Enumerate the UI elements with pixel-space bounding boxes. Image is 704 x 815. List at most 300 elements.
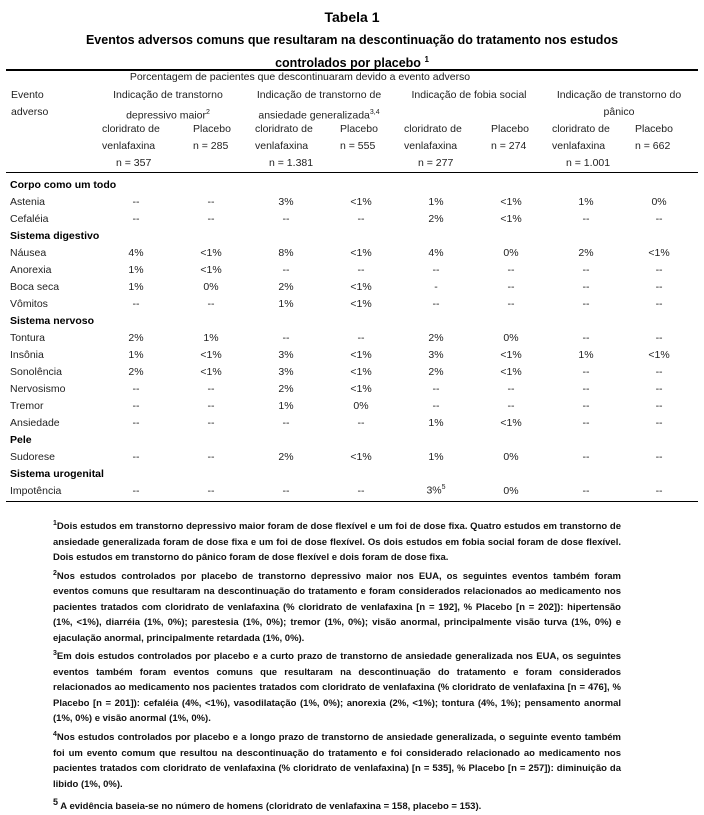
value-cell (546, 261, 626, 278)
event-name: Tremor (10, 399, 44, 412)
value-text: -- (507, 280, 515, 293)
table-bottom-rule (6, 501, 698, 502)
value-cell (326, 295, 396, 312)
value-cell (246, 448, 326, 465)
value-cell (626, 346, 692, 363)
value-cell (96, 261, 176, 278)
footnote-marker: 3 (53, 650, 57, 658)
value-text: -- (655, 280, 663, 293)
value-text: -- (282, 263, 290, 276)
value-text: -- (132, 382, 140, 395)
subtitle-line-1: Eventos adversos comuns que resultaram na descontinuação do tratamento nos estudos (85, 33, 619, 47)
indication-line-1: Indicação de transtorno do (556, 89, 682, 101)
section-row (10, 227, 692, 244)
value-text: -- (207, 399, 215, 412)
value-cell (476, 363, 546, 380)
value-cell (326, 278, 396, 295)
value-text: 3% (426, 484, 442, 497)
value-cell (96, 346, 176, 363)
value-text: -- (582, 382, 590, 395)
value-text: 4% (428, 246, 444, 259)
value-text: -- (357, 416, 365, 429)
value-text: <1% (500, 365, 522, 378)
value-cell (326, 261, 396, 278)
value-text: 0% (503, 450, 519, 463)
event-name: Astenia (10, 195, 46, 208)
value-text: 1% (203, 331, 219, 344)
event-name: Anorexia (10, 263, 52, 276)
value-text: -- (132, 195, 140, 208)
indication-header-social-phobia (394, 87, 544, 104)
table-row (10, 346, 692, 363)
value-cell (396, 329, 476, 346)
value-cell (546, 380, 626, 397)
value-text: -- (582, 331, 590, 344)
event-name: Sudorese (10, 450, 55, 463)
indication-line-2: depressivo maior (126, 109, 207, 122)
value-text: <1% (500, 348, 522, 361)
event-name: Sonolência (10, 365, 62, 378)
value-cell (176, 363, 246, 380)
footnote-text: Em dois estudos controlados por placebo e a curto prazo de transtorno de ansiedade generalizada nos EUA, os seguintes eventos também foram eventos comuns que resultaram na descontinuação do tratamento e foram considerados relacionados ao medicamento nos pacientes tratados com cloridrato de venlafaxina (% cloridrato de venlafaxina [n = 476], % Placebo [n = 201]): cefaléia (4%, <1%), vasodilatação (1%, 0%); anorexia (2%, <1%); tontura (4%, 1%); pensamento anormal (1%, 0%) e visão anormal (1%, 0%). (53, 651, 621, 725)
value-text: <1% (200, 348, 222, 361)
value-cell (326, 346, 396, 363)
value-cell (246, 380, 326, 397)
table-row (10, 193, 692, 210)
value-cell (176, 346, 246, 363)
value-cell (546, 397, 626, 414)
value-text: 0% (353, 399, 369, 412)
value-text: 1% (128, 263, 144, 276)
value-text: - (434, 280, 438, 293)
table-row (10, 482, 692, 499)
value-cell (396, 346, 476, 363)
value-cell (176, 380, 246, 397)
value-text: -- (582, 297, 590, 310)
value-text: 2% (278, 382, 294, 395)
value-cell (326, 329, 396, 346)
value-cell (626, 363, 692, 380)
value-cell (96, 380, 176, 397)
footnote-3 (53, 646, 621, 727)
value-cell (326, 193, 396, 210)
table-row (10, 380, 692, 397)
section-row (10, 431, 692, 448)
value-cell (246, 482, 326, 499)
value-cell (326, 414, 396, 431)
footnote-text: Nos estudos controlados por placebo de transtorno depressivo maior nos EUA, os seguintes eventos também foram eventos comuns que resultaram na descontinuação do tratamento e foram considerados relacionados ao medicamento nos pacientes tratados com cloridrato de venlafaxina (% cloridrato de venlafaxina [n = 192], % Placebo [n = 202]): hipertensão (1%, <1%), diarréia (1%, 0%); parestesia (1%, 0%); tremor (1%, 0%); visão anormal, principalmente visão turva (1%, 0%) e ejaculação anormal, principalmente retardada (1%, 0%). (53, 570, 621, 644)
value-cell (476, 397, 546, 414)
event-name: Ansiedade (10, 416, 60, 429)
value-cell (396, 193, 476, 210)
indication-header-panic (544, 87, 694, 121)
value-cell (476, 261, 546, 278)
table-subtitle (40, 31, 664, 73)
value-text: 2% (578, 246, 594, 259)
value-text: 3% (278, 195, 294, 208)
drug-label: venlafaxina (255, 140, 309, 152)
value-text: <1% (200, 263, 222, 276)
value-cell (626, 278, 692, 295)
value-cell (326, 380, 396, 397)
value-text: 2% (428, 365, 444, 378)
value-cell (96, 210, 176, 227)
value-text: -- (132, 212, 140, 225)
value-cell (626, 193, 692, 210)
value-cell (176, 295, 246, 312)
value-cell (546, 363, 626, 380)
value-cell (246, 244, 326, 261)
value-text: <1% (500, 195, 522, 208)
footnote-1 (53, 516, 621, 566)
value-cell (96, 278, 176, 295)
value-cell (476, 414, 546, 431)
value-cell (476, 380, 546, 397)
section-heading: Pele (10, 433, 32, 446)
value-cell (626, 244, 692, 261)
indication-line-1: Indicação de transtorno (113, 89, 223, 101)
value-cell (246, 397, 326, 414)
value-text: -- (432, 263, 440, 276)
value-cell (476, 295, 546, 312)
value-text: <1% (350, 348, 372, 361)
value-text: 1% (428, 195, 444, 208)
value-cell (626, 261, 692, 278)
header-bottom-rule (6, 172, 698, 173)
drug-label: cloridrato de (255, 123, 313, 135)
value-cell (96, 397, 176, 414)
value-cell (626, 380, 692, 397)
value-cell (396, 482, 476, 499)
value-text: <1% (350, 297, 372, 310)
value-cell (176, 210, 246, 227)
section-heading: Corpo como um todo (10, 178, 117, 191)
value-cell (546, 244, 626, 261)
value-text: -- (655, 484, 663, 497)
value-cell (246, 363, 326, 380)
value-cell (546, 448, 626, 465)
section-row (10, 465, 692, 482)
value-text: -- (207, 484, 215, 497)
event-name: Vômitos (10, 297, 48, 310)
table-row (10, 363, 692, 380)
table-row (10, 397, 692, 414)
value-text: -- (582, 280, 590, 293)
value-cell (396, 278, 476, 295)
footnote-text: A evidência baseia-se no número de homens (cloridrato de venlafaxina = 158, placebo = 153). (58, 801, 482, 813)
placebo-count: n = 662 (635, 140, 671, 152)
value-cell (176, 414, 246, 431)
value-cell (326, 210, 396, 227)
value-cell (326, 244, 396, 261)
footnote-ref: 5 (441, 484, 446, 492)
value-cell (396, 414, 476, 431)
value-cell (396, 380, 476, 397)
value-cell (396, 363, 476, 380)
value-text: -- (432, 382, 440, 395)
event-header (11, 87, 48, 121)
value-text: 1% (278, 399, 294, 412)
value-cell (546, 295, 626, 312)
placebo-header-4 (635, 121, 673, 155)
value-text: -- (655, 450, 663, 463)
value-cell (626, 295, 692, 312)
indication-line-2: pânico (603, 106, 635, 118)
value-cell (96, 244, 176, 261)
value-cell (476, 346, 546, 363)
indication-footnote-ref: 3,4 (369, 109, 380, 116)
value-text: 4% (128, 246, 144, 259)
value-cell (626, 482, 692, 499)
indication-header-depression (92, 87, 244, 125)
value-text: 1% (578, 348, 594, 361)
value-text: -- (207, 450, 215, 463)
indication-line-2: ansiedade generalizada (258, 109, 370, 122)
footnote-2 (53, 566, 621, 647)
event-name: Cefaléia (10, 212, 49, 225)
value-cell (546, 278, 626, 295)
value-cell (96, 329, 176, 346)
drug-label: venlafaxina (552, 140, 606, 152)
value-text: -- (357, 212, 365, 225)
value-text: -- (582, 450, 590, 463)
value-text: 2% (428, 212, 444, 225)
value-cell (546, 193, 626, 210)
drug-label: cloridrato de (552, 123, 610, 135)
section-heading: Sistema urogenital (10, 467, 104, 480)
value-cell (476, 448, 546, 465)
indication-line-1: Indicação de transtorno de (256, 89, 382, 101)
value-text: -- (582, 365, 590, 378)
value-text: -- (207, 212, 215, 225)
section-row (10, 312, 692, 329)
value-text: -- (282, 484, 290, 497)
value-text: -- (655, 331, 663, 344)
value-text: -- (655, 263, 663, 276)
value-text: 1% (578, 195, 594, 208)
drug-label: cloridrato de (102, 123, 160, 135)
placebo-count: n = 274 (491, 140, 527, 152)
value-cell (96, 363, 176, 380)
value-cell (96, 448, 176, 465)
value-cell (326, 363, 396, 380)
value-cell (176, 482, 246, 499)
drug-count: n = 357 (116, 157, 152, 169)
value-cell (96, 482, 176, 499)
table-row (10, 244, 692, 261)
section-heading: Sistema digestivo (10, 229, 100, 242)
indication-header-anxiety (244, 87, 394, 125)
event-name: Nervosismo (10, 382, 66, 395)
event-name: Insônia (10, 348, 44, 361)
value-cell (176, 448, 246, 465)
value-text: -- (655, 399, 663, 412)
drug-label: venlafaxina (102, 140, 156, 152)
table-title: Tabela 1 (324, 9, 380, 25)
value-text: <1% (648, 348, 670, 361)
value-cell (246, 414, 326, 431)
drug-label: venlafaxina (404, 140, 458, 152)
value-cell (476, 329, 546, 346)
value-cell (326, 397, 396, 414)
footnote-marker: 1 (53, 520, 57, 527)
drug-count: n = 277 (418, 157, 454, 169)
value-cell (396, 295, 476, 312)
drug-header-2 (255, 121, 313, 172)
value-cell (246, 210, 326, 227)
value-text: -- (655, 297, 663, 310)
placebo-header-2 (340, 121, 378, 155)
value-text: <1% (350, 365, 372, 378)
footnote-marker: 2 (53, 569, 57, 577)
footnote-marker: 4 (53, 730, 57, 738)
value-cell (396, 244, 476, 261)
event-header-line-2: adverso (11, 106, 49, 118)
value-text: 3% (428, 348, 444, 361)
value-text: 1% (278, 297, 294, 310)
placebo-count: n = 285 (193, 140, 229, 152)
value-text: 2% (128, 331, 144, 344)
value-text: 3% (278, 365, 294, 378)
table-row (10, 414, 692, 431)
value-text: -- (282, 416, 290, 429)
value-cell (546, 482, 626, 499)
value-text: -- (507, 399, 515, 412)
value-cell (176, 193, 246, 210)
value-text: -- (582, 212, 590, 225)
value-text: -- (282, 331, 290, 344)
value-text: 0% (651, 195, 667, 208)
value-cell (96, 295, 176, 312)
value-text: 1% (428, 450, 444, 463)
value-cell (176, 261, 246, 278)
footnote-marker: 5 (53, 797, 59, 808)
value-text: -- (357, 484, 365, 497)
value-text: 0% (503, 484, 519, 497)
footnote-5 (53, 795, 621, 815)
value-text: 8% (278, 246, 294, 259)
table-row (10, 261, 692, 278)
value-text: <1% (500, 416, 522, 429)
value-cell (626, 329, 692, 346)
value-text: -- (655, 382, 663, 395)
value-cell (176, 397, 246, 414)
value-cell (176, 329, 246, 346)
value-cell (476, 278, 546, 295)
subtitle-footnote-ref: 1 (424, 55, 429, 64)
value-text: -- (582, 263, 590, 276)
value-text: -- (507, 263, 515, 276)
value-text: -- (132, 450, 140, 463)
event-name: Náusea (10, 246, 47, 259)
placebo-label: Placebo (635, 123, 673, 135)
table-row (10, 210, 692, 227)
value-text: -- (655, 212, 663, 225)
value-cell (396, 261, 476, 278)
value-cell (246, 261, 326, 278)
value-text: -- (582, 399, 590, 412)
value-text: -- (582, 416, 590, 429)
value-cell (396, 210, 476, 227)
value-text: 3% (278, 348, 294, 361)
drug-count: n = 1.001 (566, 157, 611, 169)
value-text: 2% (278, 280, 294, 293)
value-cell (546, 414, 626, 431)
value-text: 1% (428, 416, 444, 429)
value-text: <1% (648, 246, 670, 259)
value-cell (626, 397, 692, 414)
value-text: -- (432, 399, 440, 412)
placebo-label: Placebo (491, 123, 529, 135)
table-row (10, 448, 692, 465)
value-text: 2% (428, 331, 444, 344)
value-text: -- (132, 297, 140, 310)
value-text: 2% (278, 450, 294, 463)
value-text: 0% (203, 280, 219, 293)
drug-label: cloridrato de (404, 123, 462, 135)
value-cell (626, 414, 692, 431)
value-text: <1% (350, 450, 372, 463)
placebo-label: Placebo (340, 123, 378, 135)
value-cell (176, 244, 246, 261)
adverse-events-table (10, 176, 692, 499)
footnote-text: Dois estudos em transtorno depressivo maior foram de dose flexível e um foi de dose fixa. Quatro estudos em transtorno de ansiedade generalizada foram de dose fixa e um foi de dose flexível. Os dois estudos em fobia social foram de dose flexível. Dois estudos em transtorno do pânico foram de dose flexível e dois foram de dose fixa. (53, 521, 621, 564)
value-text: -- (282, 212, 290, 225)
table-row (10, 329, 692, 346)
value-text: -- (357, 331, 365, 344)
section-heading: Sistema nervoso (10, 314, 95, 327)
indication-footnote-ref: 2 (206, 109, 210, 116)
event-name: Impotência (10, 484, 62, 497)
table-row (10, 295, 692, 312)
value-cell (246, 193, 326, 210)
value-cell (246, 329, 326, 346)
value-text: -- (582, 484, 590, 497)
value-cell (246, 278, 326, 295)
drug-header-4 (552, 121, 610, 172)
value-text: -- (432, 297, 440, 310)
value-cell (476, 482, 546, 499)
value-cell (326, 448, 396, 465)
value-cell (476, 193, 546, 210)
value-cell (546, 210, 626, 227)
value-text: -- (507, 382, 515, 395)
value-text: <1% (350, 246, 372, 259)
percent-header: Porcentagem de pacientes que descontinuaram devido a evento adverso (129, 71, 471, 83)
value-text: 1% (128, 348, 144, 361)
value-text: <1% (350, 195, 372, 208)
value-cell (626, 210, 692, 227)
value-cell (546, 346, 626, 363)
indication-line-1: Indicação de fobia social (411, 89, 527, 101)
value-cell (626, 448, 692, 465)
value-cell (246, 295, 326, 312)
value-cell (176, 278, 246, 295)
placebo-header-1 (193, 121, 231, 155)
value-text: <1% (500, 212, 522, 225)
value-cell (396, 448, 476, 465)
placebo-header-3 (491, 121, 529, 155)
value-text: 0% (503, 331, 519, 344)
value-cell (96, 193, 176, 210)
footnote-text: Nos estudos controlados por placebo e a longo prazo de transtorno de ansiedade generalizada, o seguinte evento também foi um evento comum que resultou na descontinuação do tratamento e foi considerado relacionado ao medicamento nos pacientes tratados com cloridrato de venlafaxina (% cloridrato de venlafaxina) [n = 535], % Placebo [n = 257]): diminuição da libido (1%, 0%). (53, 732, 621, 790)
value-text: 2% (128, 365, 144, 378)
value-text: -- (132, 416, 140, 429)
value-text: <1% (200, 365, 222, 378)
drug-header-1 (102, 121, 160, 172)
subtitle-line-2: controlados por placebo (275, 56, 421, 71)
value-text: <1% (350, 280, 372, 293)
